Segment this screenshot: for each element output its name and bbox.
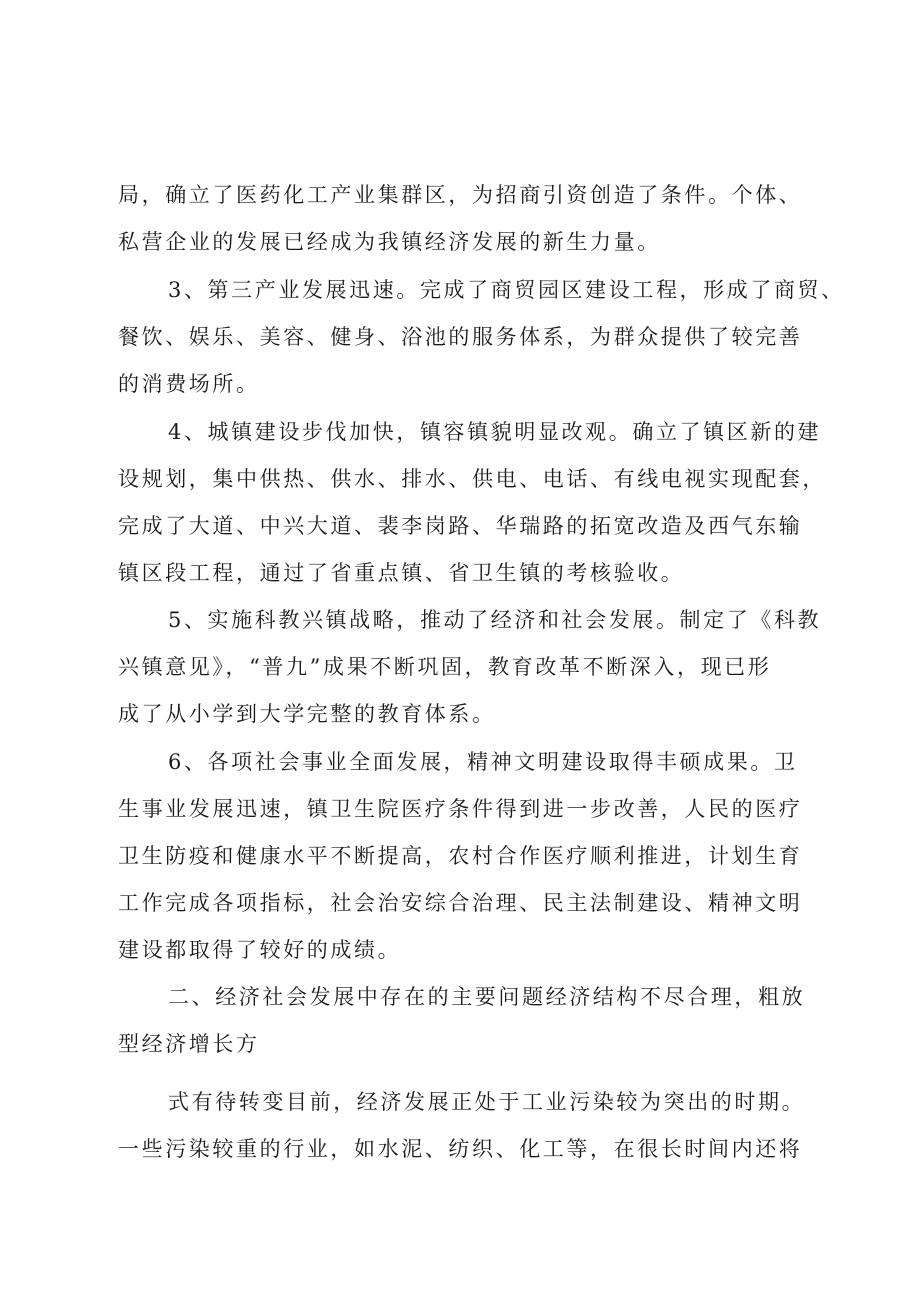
text-line: 一些污染较重的行业，如水泥、纺织、化工等，在很长时间内还将: [118, 1137, 803, 1161]
text-line: 5、实施科教兴镇战略，推动了经济和社会发展。制定了《科教: [168, 608, 822, 632]
text-line: 6、各项社会事业全面发展，精神文明建设取得丰硕成果。卫: [168, 750, 798, 774]
text-line: 工作完成各项指标，社会治安综合治理、民主法制建设、精神文明: [118, 891, 803, 915]
text-line: 卫生防疫和健康水平不断提高，农村合作医疗顺利推进，计划生育: [118, 844, 803, 868]
text-line: 4、城镇建设步伐加快，镇容镇貌明显改观。确立了镇区新的建: [168, 420, 822, 444]
text-line: 式有待转变目前，经济发展正处于工业污染较为突出的时期。: [168, 1090, 806, 1114]
text-line: 建设都取得了较好的成绩。: [118, 938, 402, 962]
text-line: 设规划，集中供热、供水、排水、供电、电话、有线电视实现配套，: [118, 467, 826, 491]
text-line: 镇区段工程，通过了省重点镇、省卫生镇的考核验收。: [118, 561, 685, 585]
text-line: 3、第三产业发展迅速。完成了商贸园区建设工程，形成了商贸、: [168, 278, 845, 302]
text-line: 生事业发展迅速，镇卫生院医疗条件得到进一步改善，人民的医疗: [118, 797, 803, 821]
text-line: 的消费场所。: [118, 372, 260, 396]
text-line: 成了从小学到大学完整的教育体系。: [118, 702, 496, 726]
text-line: 型经济增长方: [118, 1032, 260, 1056]
text-line: 完成了大道、中兴大道、裴李岗路、华瑞路的拓宽改造及西气东输: [118, 514, 803, 538]
text-line: 局，确立了医药化工产业集群区，为招商引资创造了条件。个体、: [118, 183, 803, 207]
text-line: 私营企业的发展已经成为我镇经济发展的新生力量。: [118, 230, 661, 254]
text-line: 兴镇意见》，“普九”成果不断巩固，教育改革不断深入，现已形: [118, 655, 772, 679]
text-line: 二、经济社会发展中存在的主要问题经济结构不尽合理，粗放: [168, 985, 806, 1009]
text-line: 餐饮、娱乐、美容、健身、浴池的服务体系，为群众提供了较完善: [118, 325, 803, 349]
